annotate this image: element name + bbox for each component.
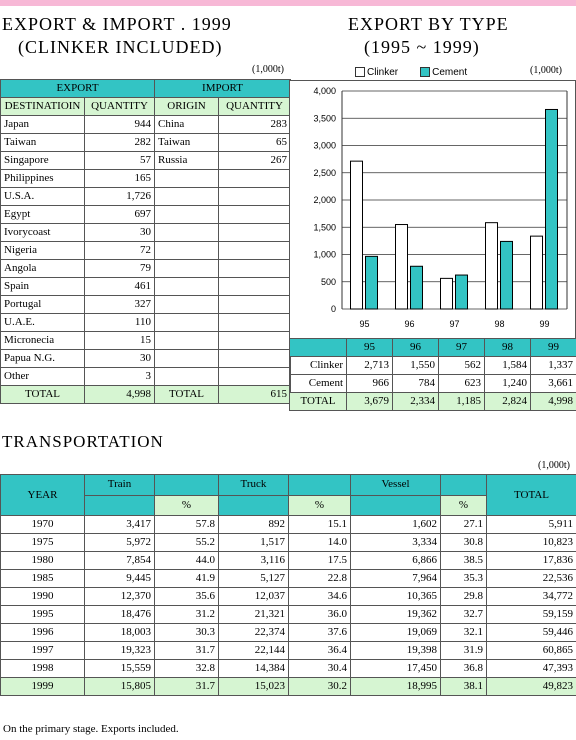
- export-row: [1, 116, 291, 134]
- import-origin: China: [155, 116, 219, 134]
- pct-spacer-vessel: [441, 475, 487, 496]
- export-destination: Micronecia: [1, 332, 85, 350]
- export-destination: U.S.A.: [1, 188, 85, 206]
- transport-train-pct: 31.7: [155, 678, 219, 696]
- import-quantity-empty: [219, 278, 291, 296]
- export-quantity: 72: [85, 242, 155, 260]
- unit-label-left: (1,000t): [252, 64, 284, 75]
- type-row: [290, 357, 576, 375]
- transport-vessel: 7,964: [351, 570, 441, 588]
- y-tick-label: 2,500: [313, 167, 336, 178]
- export-quantity: 57: [85, 152, 155, 170]
- chart-svg: [290, 81, 575, 339]
- export-destination: Taiwan: [1, 134, 85, 152]
- import-quantity-empty: [219, 188, 291, 206]
- export-row: [1, 278, 291, 296]
- import-origin-empty: [155, 260, 219, 278]
- transport-train-pct: 31.2: [155, 606, 219, 624]
- import-origin-empty: [155, 206, 219, 224]
- col-vessel: Vessel: [351, 475, 441, 496]
- chart-legend: [355, 67, 489, 78]
- export-row: [1, 314, 291, 332]
- transport-train: 3,417: [85, 516, 155, 534]
- transport-row: [1, 588, 576, 606]
- type-row: [290, 375, 576, 393]
- type-value: 1,584: [485, 357, 531, 375]
- export-row: [1, 170, 291, 188]
- transport-unit: (1,000t): [538, 460, 570, 471]
- type-total-value: 3,679: [347, 393, 393, 411]
- export-quantity: 282: [85, 134, 155, 152]
- export-destination: Papua N.G.: [1, 350, 85, 368]
- transport-year: 1985: [1, 570, 85, 588]
- export-destination: Angola: [1, 260, 85, 278]
- export-quantity: 15: [85, 332, 155, 350]
- type-year: 95: [347, 339, 393, 357]
- transport-total: 22,536: [487, 570, 576, 588]
- transport-vessel: 17,450: [351, 660, 441, 678]
- import-quantity-empty: [219, 332, 291, 350]
- transport-truck: 14,384: [219, 660, 289, 678]
- x-tick-label: 97: [449, 319, 460, 329]
- transport-truck: 3,116: [219, 552, 289, 570]
- transport-truck: 892: [219, 516, 289, 534]
- transport-year: 1990: [1, 588, 85, 606]
- transport-train: 9,445: [85, 570, 155, 588]
- col-import-quantity: QUANTITY: [219, 98, 291, 116]
- transport-train: 18,003: [85, 624, 155, 642]
- export-quantity: 110: [85, 314, 155, 332]
- type-row-label: Cement: [290, 375, 347, 393]
- export-quantity: 79: [85, 260, 155, 278]
- import-origin: Russia: [155, 152, 219, 170]
- transport-total: 10,823: [487, 534, 576, 552]
- transport-train-pct: 32.8: [155, 660, 219, 678]
- x-tick-label: 96: [404, 319, 415, 329]
- transport-year: 1980: [1, 552, 85, 570]
- export-destination: Spain: [1, 278, 85, 296]
- type-year: 99: [531, 339, 576, 357]
- transport-total: 17,836: [487, 552, 576, 570]
- transport-truck-pct: 37.6: [289, 624, 351, 642]
- export-quantity: 1,726: [85, 188, 155, 206]
- transport-total: 60,865: [487, 642, 576, 660]
- col-export-quantity: QUANTITY: [85, 98, 155, 116]
- y-tick-label: 3,000: [313, 140, 336, 151]
- left-title-line2: (CLINKER INCLUDED): [18, 37, 223, 57]
- y-tick-label: 0: [330, 304, 336, 314]
- type-year: 97: [439, 339, 485, 357]
- import-origin-empty: [155, 314, 219, 332]
- transport-year: 1975: [1, 534, 85, 552]
- export-by-type-chart: [289, 80, 576, 340]
- type-value: 784: [393, 375, 439, 393]
- import-origin-empty: [155, 350, 219, 368]
- transport-vessel-pct: 32.1: [441, 624, 487, 642]
- transport-vessel-pct: 31.9: [441, 642, 487, 660]
- transport-vessel: 18,995: [351, 678, 441, 696]
- type-total-row: [290, 393, 576, 411]
- type-total-value: 4,998: [531, 393, 576, 411]
- import-quantity-empty: [219, 170, 291, 188]
- transport-truck: 22,374: [219, 624, 289, 642]
- export-destination: Singapore: [1, 152, 85, 170]
- export-row: [1, 242, 291, 260]
- transport-total: 59,446: [487, 624, 576, 642]
- transport-truck-pct: 17.5: [289, 552, 351, 570]
- transport-vessel: 3,334: [351, 534, 441, 552]
- export-quantity: 3: [85, 368, 155, 386]
- export-row: [1, 350, 291, 368]
- transport-total: 47,393: [487, 660, 576, 678]
- vessel-sub-spacer: [351, 495, 441, 516]
- transport-year: 1995: [1, 606, 85, 624]
- transport-row: [1, 624, 576, 642]
- transport-truck-pct: 36.0: [289, 606, 351, 624]
- transport-row: [1, 678, 576, 696]
- transport-total: 5,911: [487, 516, 576, 534]
- import-quantity-empty: [219, 296, 291, 314]
- import-quantity-empty: [219, 260, 291, 278]
- export-row: [1, 296, 291, 314]
- import-quantity-empty: [219, 368, 291, 386]
- transport-row: [1, 642, 576, 660]
- import-origin: Taiwan: [155, 134, 219, 152]
- pct-spacer-truck: [289, 475, 351, 496]
- export-destination: Ivorycoast: [1, 224, 85, 242]
- import-quantity-empty: [219, 224, 291, 242]
- type-value: 562: [439, 357, 485, 375]
- transport-train-pct: 35.6: [155, 588, 219, 606]
- transport-row: [1, 534, 576, 552]
- type-total-value: 2,334: [393, 393, 439, 411]
- import-origin-empty: [155, 224, 219, 242]
- transport-train: 15,805: [85, 678, 155, 696]
- export-total-label: TOTAL: [1, 386, 85, 404]
- export-quantity: 461: [85, 278, 155, 296]
- export-row: [1, 332, 291, 350]
- export-quantity: 327: [85, 296, 155, 314]
- transport-year: 1998: [1, 660, 85, 678]
- bar-cement: [411, 266, 423, 309]
- import-total-qty: 615: [219, 386, 291, 404]
- legend-label: Clinker: [367, 67, 399, 78]
- transport-train-pct: 57.8: [155, 516, 219, 534]
- transport-total: 59,159: [487, 606, 576, 624]
- legend-swatch: [420, 67, 430, 77]
- export-row: [1, 206, 291, 224]
- transport-vessel-pct: 27.1: [441, 516, 487, 534]
- type-year-row: [290, 339, 576, 357]
- import-origin-empty: [155, 332, 219, 350]
- transport-truck: 5,127: [219, 570, 289, 588]
- transport-vessel-pct: 30.8: [441, 534, 487, 552]
- type-total-value: 1,185: [439, 393, 485, 411]
- transport-year: 1999: [1, 678, 85, 696]
- export-quantity: 30: [85, 350, 155, 368]
- transport-vessel-pct: 36.8: [441, 660, 487, 678]
- import-origin-empty: [155, 188, 219, 206]
- col-truck-pct: %: [289, 495, 351, 516]
- transport-truck: 1,517: [219, 534, 289, 552]
- bar-cement: [456, 275, 468, 309]
- transport-train: 12,370: [85, 588, 155, 606]
- transport-row: [1, 660, 576, 678]
- transport-train-pct: 31.7: [155, 642, 219, 660]
- bar-cement: [366, 256, 378, 309]
- col-year: YEAR: [1, 475, 85, 516]
- transport-vessel: 6,866: [351, 552, 441, 570]
- transport-year: 1996: [1, 624, 85, 642]
- transport-train-pct: 30.3: [155, 624, 219, 642]
- transport-table: [0, 474, 576, 696]
- pct-spacer-train: [155, 475, 219, 496]
- train-sub-spacer: [85, 495, 155, 516]
- type-corner: [290, 339, 347, 357]
- bar-cement: [501, 241, 513, 309]
- transport-train: 19,323: [85, 642, 155, 660]
- transport-train: 15,559: [85, 660, 155, 678]
- transport-row: [1, 516, 576, 534]
- export-quantity: 30: [85, 224, 155, 242]
- type-total-label: TOTAL: [290, 393, 347, 411]
- import-quantity-empty: [219, 350, 291, 368]
- transport-train-pct: 55.2: [155, 534, 219, 552]
- bar-clinker: [441, 278, 453, 309]
- bar-clinker: [486, 223, 498, 309]
- type-value: 623: [439, 375, 485, 393]
- export-destination: Other: [1, 368, 85, 386]
- export-type-table: [289, 338, 576, 411]
- export-import-table: [0, 79, 291, 404]
- transport-truck: 21,321: [219, 606, 289, 624]
- legend-item: [420, 67, 467, 78]
- export-row: [1, 368, 291, 386]
- transport-year: 1970: [1, 516, 85, 534]
- chart-unit-label: (1,000t): [530, 65, 562, 76]
- col-train-pct: %: [155, 495, 219, 516]
- import-origin-empty: [155, 296, 219, 314]
- type-value: 3,661: [531, 375, 576, 393]
- import-quantity-empty: [219, 206, 291, 224]
- transport-truck-pct: 30.4: [289, 660, 351, 678]
- x-tick-label: 98: [494, 319, 505, 329]
- export-destination: Philippines: [1, 170, 85, 188]
- transport-vessel-pct: 29.8: [441, 588, 487, 606]
- transport-row: [1, 552, 576, 570]
- y-tick-label: 1,500: [313, 222, 336, 233]
- col-destination: DESTINATIOIN: [1, 98, 85, 116]
- right-title-line2: (1995 ~ 1999): [364, 37, 480, 57]
- y-tick-label: 1,000: [313, 249, 336, 260]
- export-row: [1, 188, 291, 206]
- transport-total: 34,772: [487, 588, 576, 606]
- import-quantity: 283: [219, 116, 291, 134]
- type-year: 98: [485, 339, 531, 357]
- transport-train: 18,476: [85, 606, 155, 624]
- transport-vessel-pct: 38.5: [441, 552, 487, 570]
- export-total-qty: 4,998: [85, 386, 155, 404]
- export-destination: Japan: [1, 116, 85, 134]
- y-tick-label: 500: [320, 276, 336, 287]
- y-tick-label: 4,000: [313, 86, 336, 96]
- bar-clinker: [531, 236, 543, 309]
- transport-truck-pct: 34.6: [289, 588, 351, 606]
- transport-vessel: 10,365: [351, 588, 441, 606]
- footnote: On the primary stage. Exports included.: [3, 723, 179, 735]
- export-row: [1, 134, 291, 152]
- transport-train-pct: 44.0: [155, 552, 219, 570]
- legend-swatch: [355, 67, 365, 77]
- total-row: [1, 386, 291, 404]
- transport-vessel: 19,398: [351, 642, 441, 660]
- export-destination: Egypt: [1, 206, 85, 224]
- type-value: 2,713: [347, 357, 393, 375]
- bar-clinker: [351, 161, 363, 309]
- transport-row: [1, 606, 576, 624]
- transport-vessel-pct: 32.7: [441, 606, 487, 624]
- export-quantity: 165: [85, 170, 155, 188]
- transport-truck-pct: 30.2: [289, 678, 351, 696]
- type-value: 1,550: [393, 357, 439, 375]
- import-quantity: 267: [219, 152, 291, 170]
- transport-truck-pct: 36.4: [289, 642, 351, 660]
- transport-train: 7,854: [85, 552, 155, 570]
- x-tick-label: 99: [539, 319, 550, 329]
- import-quantity-empty: [219, 242, 291, 260]
- type-value: 966: [347, 375, 393, 393]
- top-accent-bar: [0, 0, 576, 6]
- import-origin-empty: [155, 278, 219, 296]
- transport-truck: 15,023: [219, 678, 289, 696]
- import-origin-empty: [155, 242, 219, 260]
- import-quantity: 65: [219, 134, 291, 152]
- export-destination: U.A.E.: [1, 314, 85, 332]
- transport-truck: 12,037: [219, 588, 289, 606]
- export-destination: Portugal: [1, 296, 85, 314]
- transport-vessel: 19,362: [351, 606, 441, 624]
- col-train: Train: [85, 475, 155, 496]
- left-title-line1: EXPORT & IMPORT . 1999: [2, 14, 232, 34]
- export-quantity: 697: [85, 206, 155, 224]
- transport-title: TRANSPORTATION: [2, 432, 164, 451]
- transport-truck: 22,144: [219, 642, 289, 660]
- y-tick-label: 3,500: [313, 113, 336, 124]
- right-title-line1: EXPORT BY TYPE: [348, 14, 509, 34]
- transport-year: 1997: [1, 642, 85, 660]
- transport-vessel-pct: 38.1: [441, 678, 487, 696]
- transport-row: [1, 570, 576, 588]
- export-destination: Nigeria: [1, 242, 85, 260]
- x-tick-label: 95: [359, 319, 370, 329]
- import-total-label: TOTAL: [155, 386, 219, 404]
- export-row: [1, 152, 291, 170]
- import-origin-empty: [155, 170, 219, 188]
- type-value: 1,337: [531, 357, 576, 375]
- transport-truck-pct: 22.8: [289, 570, 351, 588]
- transport-vessel: 19,069: [351, 624, 441, 642]
- import-header: IMPORT: [155, 80, 291, 98]
- col-total: TOTAL: [487, 475, 576, 516]
- transport-truck-pct: 14.0: [289, 534, 351, 552]
- import-quantity-empty: [219, 314, 291, 332]
- col-truck: Truck: [219, 475, 289, 496]
- bar-cement: [546, 109, 558, 309]
- truck-sub-spacer: [219, 495, 289, 516]
- col-origin: ORIGIN: [155, 98, 219, 116]
- bar-clinker: [396, 225, 408, 309]
- legend-label: Cement: [432, 67, 468, 78]
- transport-vessel-pct: 35.3: [441, 570, 487, 588]
- export-row: [1, 224, 291, 242]
- col-vessel-pct: %: [441, 495, 487, 516]
- type-value: 1,240: [485, 375, 531, 393]
- type-year: 96: [393, 339, 439, 357]
- transport-vessel: 1,602: [351, 516, 441, 534]
- y-tick-label: 2,000: [313, 195, 336, 205]
- legend-item: [355, 67, 398, 78]
- transport-total: 49,823: [487, 678, 576, 696]
- transport-train-pct: 41.9: [155, 570, 219, 588]
- import-origin-empty: [155, 368, 219, 386]
- export-quantity: 944: [85, 116, 155, 134]
- transport-truck-pct: 15.1: [289, 516, 351, 534]
- type-total-value: 2,824: [485, 393, 531, 411]
- export-row: [1, 260, 291, 278]
- export-header: EXPORT: [1, 80, 155, 98]
- transport-train: 5,972: [85, 534, 155, 552]
- type-row-label: Clinker: [290, 357, 347, 375]
